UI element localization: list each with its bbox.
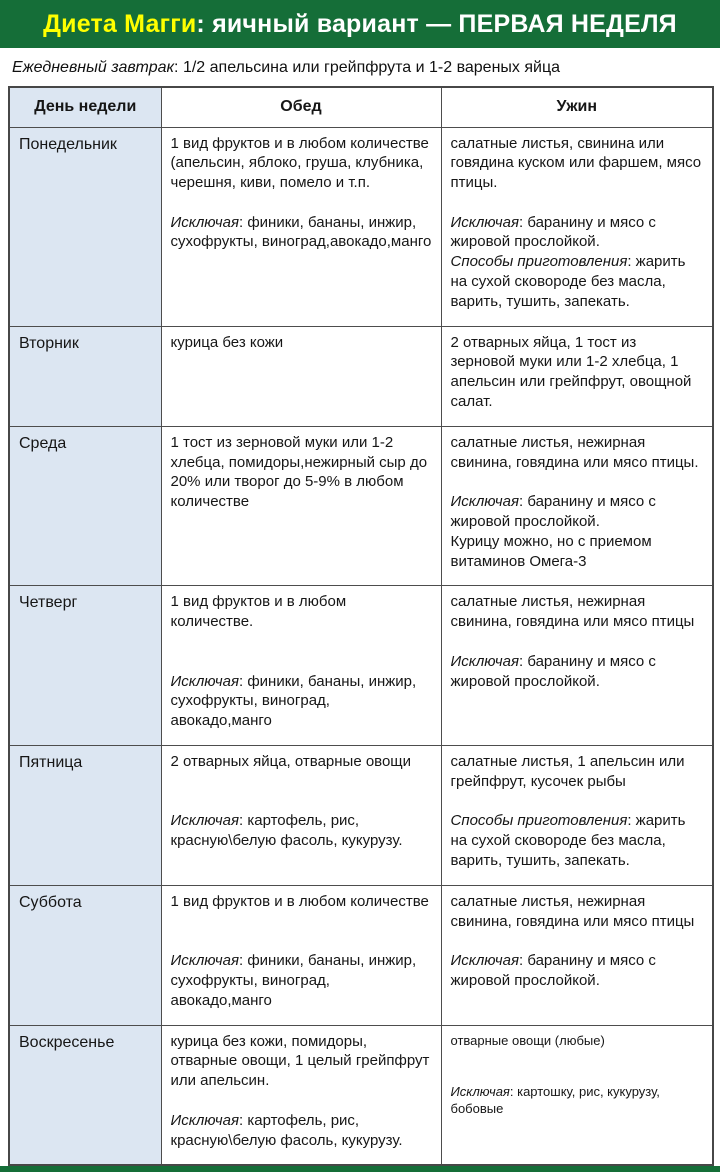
dinner-cell [441, 586, 713, 746]
paragraph: отварные овощи (любые) [450, 1032, 605, 1048]
day-cell: Понедельник [9, 127, 161, 326]
day-cell: Четверг [9, 586, 161, 746]
paragraph: Исключая: картофель, рис, красную\белую фасоль, кукурузу. [170, 1111, 403, 1149]
paragraph [451, 931, 705, 951]
paragraph [171, 912, 433, 932]
paragraph: Исключая: финики, бананы, инжир, сухофрукты, виноград, авокадо,манго [170, 952, 417, 1009]
table-row [9, 586, 713, 746]
paragraph: Исключая: баранину и мясо с жировой прослойкой. [450, 652, 656, 690]
day-cell: Вторник [9, 326, 161, 426]
paragraph: Исключая: финики, бананы, инжир, сухофрукты, виноград,авокадо,манго [170, 213, 432, 251]
daily-breakfast-label: Ежедневный завтрак [12, 59, 175, 76]
dinner-cell [441, 1025, 713, 1165]
paragraph: 1 вид фруктов и в любом количестве (апельсин, яблоко, груша, клубника, черешня, киви, помело и т.п. [170, 134, 429, 192]
paragraph: Исключая: баранину и мясо с жировой прослойкой. [450, 493, 656, 531]
paragraph: Способы приготовления: жарить на сухой сковороде без масла, варить, тушить, запекать. [450, 253, 686, 310]
lunch-cell [161, 1025, 441, 1165]
daily-breakfast-note [12, 59, 710, 77]
paragraph: 2 отварных яйца, отварные овощи [170, 753, 412, 771]
paragraph [451, 193, 705, 213]
paragraph: Способы приготовления: жарить на сухой сковороде без масла, варить, тушить, запекать. [450, 812, 686, 869]
paragraph [451, 472, 705, 492]
day-cell: Суббота [9, 885, 161, 1025]
diet-table-body [9, 127, 713, 1165]
paragraph: салатные листья, 1 апельсин или грейпфрут, кусочек рыбы [450, 753, 685, 790]
dinner-cell [441, 426, 713, 586]
paragraph [171, 632, 433, 652]
paragraph [171, 1091, 433, 1111]
paragraph [171, 193, 433, 213]
footer-green-strip [0, 1166, 720, 1172]
paragraph: Курицу можно, но с приемом витаминов Омега-3 [450, 532, 652, 570]
day-cell: Пятница [9, 746, 161, 886]
paragraph [451, 792, 705, 812]
paragraph: салатные листья, нежирная свинина, говядина или мясо птицы [450, 892, 695, 930]
paragraph [171, 792, 433, 812]
table-row [9, 326, 713, 426]
paragraph: салатные листья, свинина или говядина куском или фаршем, мясо птицы. [450, 134, 702, 192]
column-header-day: День недели [9, 87, 161, 127]
page-title-bar [0, 0, 720, 48]
day-cell: Среда [9, 426, 161, 586]
paragraph: Исключая: баранину и мясо с жировой прослойкой. [450, 213, 656, 251]
diet-table [8, 86, 714, 1166]
diet-table-header [9, 87, 713, 127]
paragraph: салатные листья, нежирная свинина, говядина или мясо птицы [450, 593, 695, 631]
paragraph [451, 1066, 705, 1083]
dinner-cell [441, 326, 713, 426]
paragraph: 1 вид фруктов и в любом количестве [170, 892, 429, 910]
table-row [9, 127, 713, 326]
lunch-cell [161, 885, 441, 1025]
day-cell: Воскресенье [9, 1025, 161, 1165]
column-header-dinner: Ужин [441, 87, 713, 127]
paragraph: Исключая: финики, бананы, инжир, сухофрукты, виноград, авокадо,манго [170, 672, 417, 730]
table-row [9, 885, 713, 1025]
paragraph: Исключая: картошку, рис, кукурузу, бобовые [450, 1084, 660, 1117]
page-title-rest: : яичный вариант — ПЕРВАЯ НЕДЕЛЯ [196, 9, 677, 38]
paragraph: 2 отварных яйца, 1 тост из зерновой муки или 1-2 хлебца, 1 апельсин или грейпфрут, овощной салат. [450, 333, 692, 411]
paragraph: Исключая: баранину и мясо с жировой прослойкой. [450, 952, 656, 989]
paragraph [171, 652, 433, 672]
table-row [9, 1025, 713, 1165]
column-header-lunch: Обед [161, 87, 441, 127]
table-row [9, 746, 713, 886]
dinner-cell [441, 885, 713, 1025]
lunch-cell [161, 326, 441, 426]
lunch-cell [161, 426, 441, 586]
dinner-cell [441, 127, 713, 326]
paragraph: курица без кожи [170, 333, 284, 351]
lunch-cell [161, 586, 441, 746]
paragraph: 1 вид фруктов и в любом количестве. [170, 593, 347, 631]
paragraph [451, 1049, 705, 1066]
header-row [9, 87, 713, 127]
paragraph [171, 772, 433, 792]
paragraph [451, 632, 705, 652]
paragraph [171, 931, 433, 951]
lunch-cell [161, 746, 441, 886]
paragraph: салатные листья, нежирная свинина, говядина или мясо птицы. [450, 433, 699, 471]
paragraph: 1 тост из зерновой муки или 1-2 хлебца, помидоры,нежирный сыр до 20% или творог до 5-9% в любом количестве [170, 433, 428, 511]
paragraph: Исключая: картофель, рис, красную\белую фасоль, кукурузу. [170, 812, 403, 850]
lunch-cell [161, 127, 441, 326]
page-title-highlight: Диета Магги [43, 9, 197, 38]
daily-breakfast-text: : 1/2 апельсина или грейпфрута и 1-2 вареных яйца [174, 59, 561, 76]
paragraph: курица без кожи, помидоры, отварные овощи, 1 целый грейпфрут или апельсин. [170, 1032, 430, 1090]
dinner-cell [441, 746, 713, 886]
table-row [9, 426, 713, 586]
